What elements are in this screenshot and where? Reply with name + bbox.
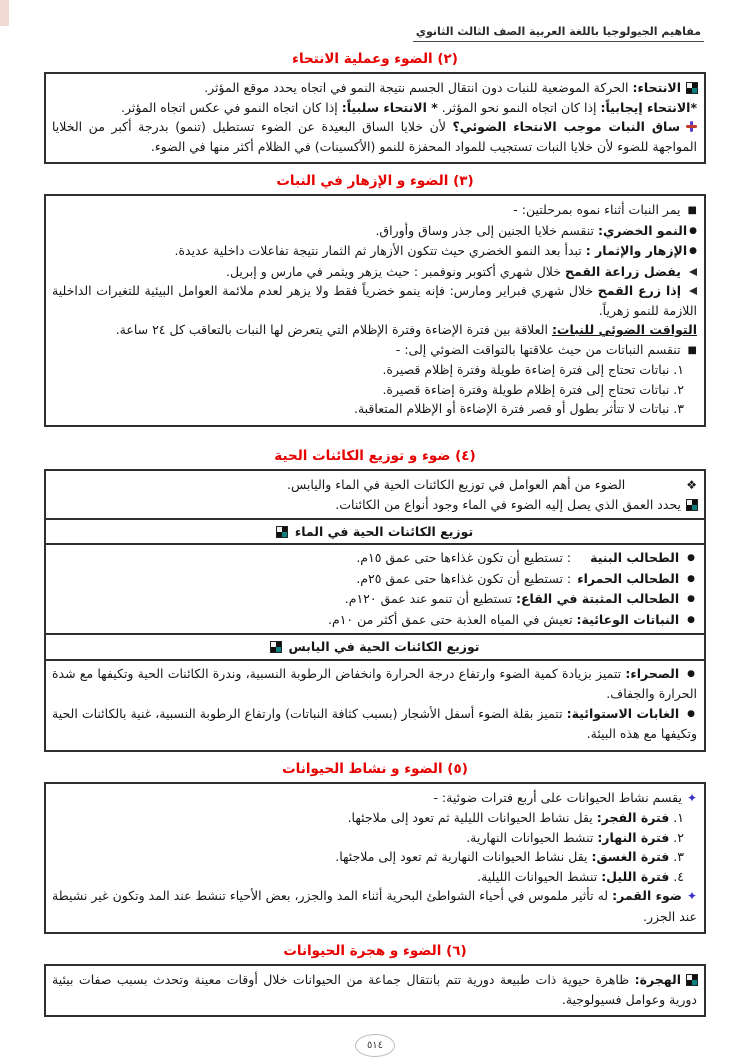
text-line <box>52 262 697 282</box>
numbered-item <box>52 828 697 848</box>
arrow-bullet-icon <box>689 268 697 276</box>
term-label: التواقت الضوئي للنبات: <box>551 322 697 337</box>
term-text: الحركة الموضعية للنبات دون انتقال الجسم نتيجة النمو في اتجاه يحدد موقع المؤثر. <box>204 80 633 95</box>
term-text: ١. نباتات تحتاج إلى فترة إضاءة طويلة وفترة إظلام قصيرة. <box>382 362 684 377</box>
arrow-bullet-icon <box>689 287 697 295</box>
term-label: الهجرة: <box>634 972 681 987</box>
subsection-header-land <box>46 633 704 661</box>
term-text: تنقسم النباتات من حيث علاقتها بالتواقت الضوئي إلى: - <box>395 341 681 357</box>
term-text: خلال شهري أكتوبر ونوفمبر : حيث يزهر ويثمر في مارس و إبريل. <box>225 263 565 279</box>
section-4-box <box>44 469 706 752</box>
text-line <box>52 788 697 809</box>
diamond-bullet-icon: ❖ <box>686 477 697 492</box>
term-label: النمو الخضري: <box>597 222 688 238</box>
document-title: مفاهيم الجيولوجيا باللغة العربية الصف الثالث الثانوي <box>413 25 704 42</box>
term-text: إذا كان اتجاه النمو في عكس اتجاه المؤثر. <box>120 99 342 115</box>
flower-icon <box>686 121 697 132</box>
page-number-badge: ٥١٤ <box>355 1034 395 1057</box>
text-line <box>52 886 697 926</box>
text-line <box>52 340 697 361</box>
text-line <box>52 221 697 242</box>
list-item <box>52 589 697 610</box>
term-text: تبدأ بعد النمو الخضري حيث تتكون الأزهار ثم الثمار نتيجة تفاعلات داخلية عديدة. <box>174 243 586 258</box>
dot-bullet-icon: ● <box>687 708 695 719</box>
term-text: تتميز بقلة الضوء أسفل الأشجار (بسبب كثافة النباتات) وارتفاع الرطوبة النسبية، غنية بالكائنات الحية وتكيفها مع هذه البيئة. <box>52 705 697 741</box>
term-label: الإزهار والإثمار : <box>585 243 688 258</box>
numbered-item <box>52 399 697 419</box>
term-label: الغابات الاستوائية: <box>566 705 680 721</box>
text-line <box>52 78 697 98</box>
list-item <box>52 569 697 590</box>
term-text: الضوء من أهم العوامل في توزيع الكائنات الحية في الماء واليابس. <box>287 476 626 492</box>
scan-artifact <box>0 0 9 26</box>
term-text: يقل نشاط الحيوانات الليلية ثم تعود إلى ملاجئها. <box>347 810 597 825</box>
dot-bullet-icon: ● <box>687 668 695 679</box>
numbered-item <box>52 380 697 400</box>
term-text: تتميز بزيادة كمية الضوء وارتفاع درجة الحرارة وانخفاض الرطوبة النسبية، وندرة الكائنات الحية وتكيفها مع شدة الحرارة والجفاف. <box>52 665 697 701</box>
term-label: النباتات الوعائية: <box>576 611 680 627</box>
term-text: ظاهرة حيوية ذات طبيعة دورية تتم بانتقال جماعة من الحيوانات خلال أوقات معينة وتحدث بسبب صفات بيئية دورية وعوامل فسيولوجية. <box>52 972 697 1007</box>
item-number: ١. <box>669 810 684 825</box>
term-label: ضوء القمر: <box>612 888 682 903</box>
term-text: تنقسم خلايا الجنين إلى جذر وساق وأوراق. <box>375 222 598 238</box>
term-label: فترة النهار: <box>597 829 670 845</box>
checkered-icon <box>277 527 287 537</box>
star-bullet-icon: ✦ <box>686 889 697 903</box>
subsection-title: توزيع الكائنات الحية في الماء <box>294 523 474 539</box>
text-line <box>52 475 697 496</box>
dot-bullet-icon: ● <box>687 614 695 625</box>
term-label: الانتحاء: <box>632 80 681 95</box>
text-line <box>52 281 697 320</box>
star-bullet-icon: ✦ <box>686 790 697 805</box>
dot-bullet-icon: ● <box>689 246 697 256</box>
term-label: الطحالب البنية <box>590 550 680 565</box>
text-line <box>52 320 697 340</box>
term-text: خلال شهري فبراير ومارس: فإنه ينمو خضرياً فقط ولا يزهر لعدم ملائمة العوامل البيئية للتغيرات الداخلية اللازمة للنمو زهرياً. <box>52 283 697 318</box>
dot-bullet-icon: ● <box>687 553 695 563</box>
term-label: فترة الغسق: <box>591 849 670 864</box>
checkered-icon <box>687 83 697 93</box>
page-footer <box>0 1033 750 1057</box>
term-text: : تستطيع أن تكون غذاءها حتى عمق ١٥م. <box>356 550 572 565</box>
numbered-item <box>52 808 697 828</box>
section-heading-3: (٣) الضوء و الإزهار في النبات <box>276 173 474 189</box>
term-label: الطحالب الحمراء <box>577 570 680 586</box>
term-text: يقل نشاط الحيوانات النهارية ثم تعود إلى ملاجئها. <box>335 849 592 864</box>
checkered-icon <box>687 975 697 985</box>
section-5-box <box>44 782 706 935</box>
term-text: العلاقة بين فترة الإضاءة وفترة الإظلام التي يتعرض لها النبات بالتعاقب كل ٢٤ ساعة. <box>115 322 552 337</box>
term-text: يمر النبات أثناء نموه بمرحلتين: - <box>513 202 681 217</box>
list-item <box>52 548 697 569</box>
checkered-icon <box>271 642 281 652</box>
term-label: *الانتحاء إيجابياً: <box>600 99 697 115</box>
square-bullet-icon: ■ <box>687 344 697 356</box>
checkered-icon <box>687 500 697 510</box>
document-header <box>0 0 750 42</box>
text-line <box>52 117 697 156</box>
term-text: تنشط الحيوانات الليلية. <box>477 868 602 884</box>
numbered-item <box>52 867 697 887</box>
section-6-box <box>44 964 706 1017</box>
list-item <box>52 664 697 704</box>
term-text: يقسم نشاط الحيوانات على أربع فترات ضوئية: - <box>433 789 682 805</box>
term-text: يحدد العمق الذي يصل إليه الضوء في الماء وجود أنواع من الكائنات. <box>335 497 681 512</box>
text-line <box>52 200 697 221</box>
term-label: إذا زرع القمح <box>597 283 681 298</box>
item-number: ٢. <box>669 829 684 845</box>
term-label: يفضل زراعة القمح <box>564 263 681 279</box>
term-text: تنشط الحيوانات النهارية. <box>466 829 598 845</box>
item-number: ٣. <box>669 849 684 864</box>
term-text: ٢. نباتات تحتاج إلى فترة إظلام طويلة وفترة إضاءة قصيرة. <box>382 381 684 397</box>
dot-bullet-icon: ● <box>689 225 697 236</box>
term-label: ساق النبات موجب الانتحاء الضوئي؟ <box>452 119 680 134</box>
numbered-item <box>52 847 697 867</box>
list-item <box>52 704 697 744</box>
list-item <box>52 610 697 631</box>
term-text: ٣. نباتات لا تتأثر بطول أو قصر فترة الإضاءة أو الإظلام المتعاقبة. <box>353 401 684 416</box>
term-label: فترة الفجر: <box>596 810 670 825</box>
item-number: ٤. <box>669 868 684 884</box>
term-text: إذا كان اتجاه النمو نحو المؤثر. <box>437 99 601 115</box>
section-heading-4: (٤) ضوء و توزيع الكائنات الحية <box>274 447 476 464</box>
term-text: تعيش في المياه العذبة حتى عمق أكثر من ١٠م. <box>327 611 577 627</box>
section-2-box <box>44 72 706 164</box>
text-line <box>52 495 697 515</box>
term-text: تستطيع أن تنمو عند عمق ١٢٠م. <box>344 591 517 606</box>
section-heading-6: (٦) الضوء و هجرة الحيوانات <box>283 943 467 959</box>
section-heading-5: (٥) الضوء و نشاط الحيوانات <box>282 760 468 777</box>
term-label: فترة الليل: <box>601 868 670 884</box>
term-label: * الانتحاء سلبياً: <box>341 99 438 115</box>
term-text: لأن خلايا الساق البعيدة عن الضوء تستطيل (تنمو) بدرجة أكبر من الخلايا المواجهة للضوء لأن خلايا النبات تستجيب للمواد المحفزة للنمو (الأكسينات) في الظلام أكثر منها في الضوء. <box>52 119 697 154</box>
term-text: له تأثير ملموس في أحياء الشواطئ البحرية أثناء المد والجزر، بعض الأحياء تنشط عند المد وتكون غير نشيطة عند الجزر. <box>52 888 697 924</box>
text-line <box>52 970 697 1009</box>
section-3-box <box>44 194 706 427</box>
square-bullet-icon: ■ <box>687 205 697 216</box>
term-label: الطحالب المثبتة في القاع: <box>516 591 680 606</box>
dot-bullet-icon: ● <box>687 573 695 584</box>
text-line <box>52 241 697 262</box>
numbered-item <box>52 360 697 380</box>
section-heading-2: (٢) الضوء وعملية الانتحاء <box>292 51 458 67</box>
subsection-header-water <box>46 518 704 546</box>
term-label: الصحراء: <box>625 665 680 681</box>
subsection-title: توزيع الكائنات الحية في اليابس <box>288 639 480 654</box>
text-line <box>52 98 697 118</box>
term-text: : تستطيع أن تكون غذاءها حتى عمق ٢٥م. <box>356 570 572 586</box>
dot-bullet-icon: ● <box>687 594 695 604</box>
